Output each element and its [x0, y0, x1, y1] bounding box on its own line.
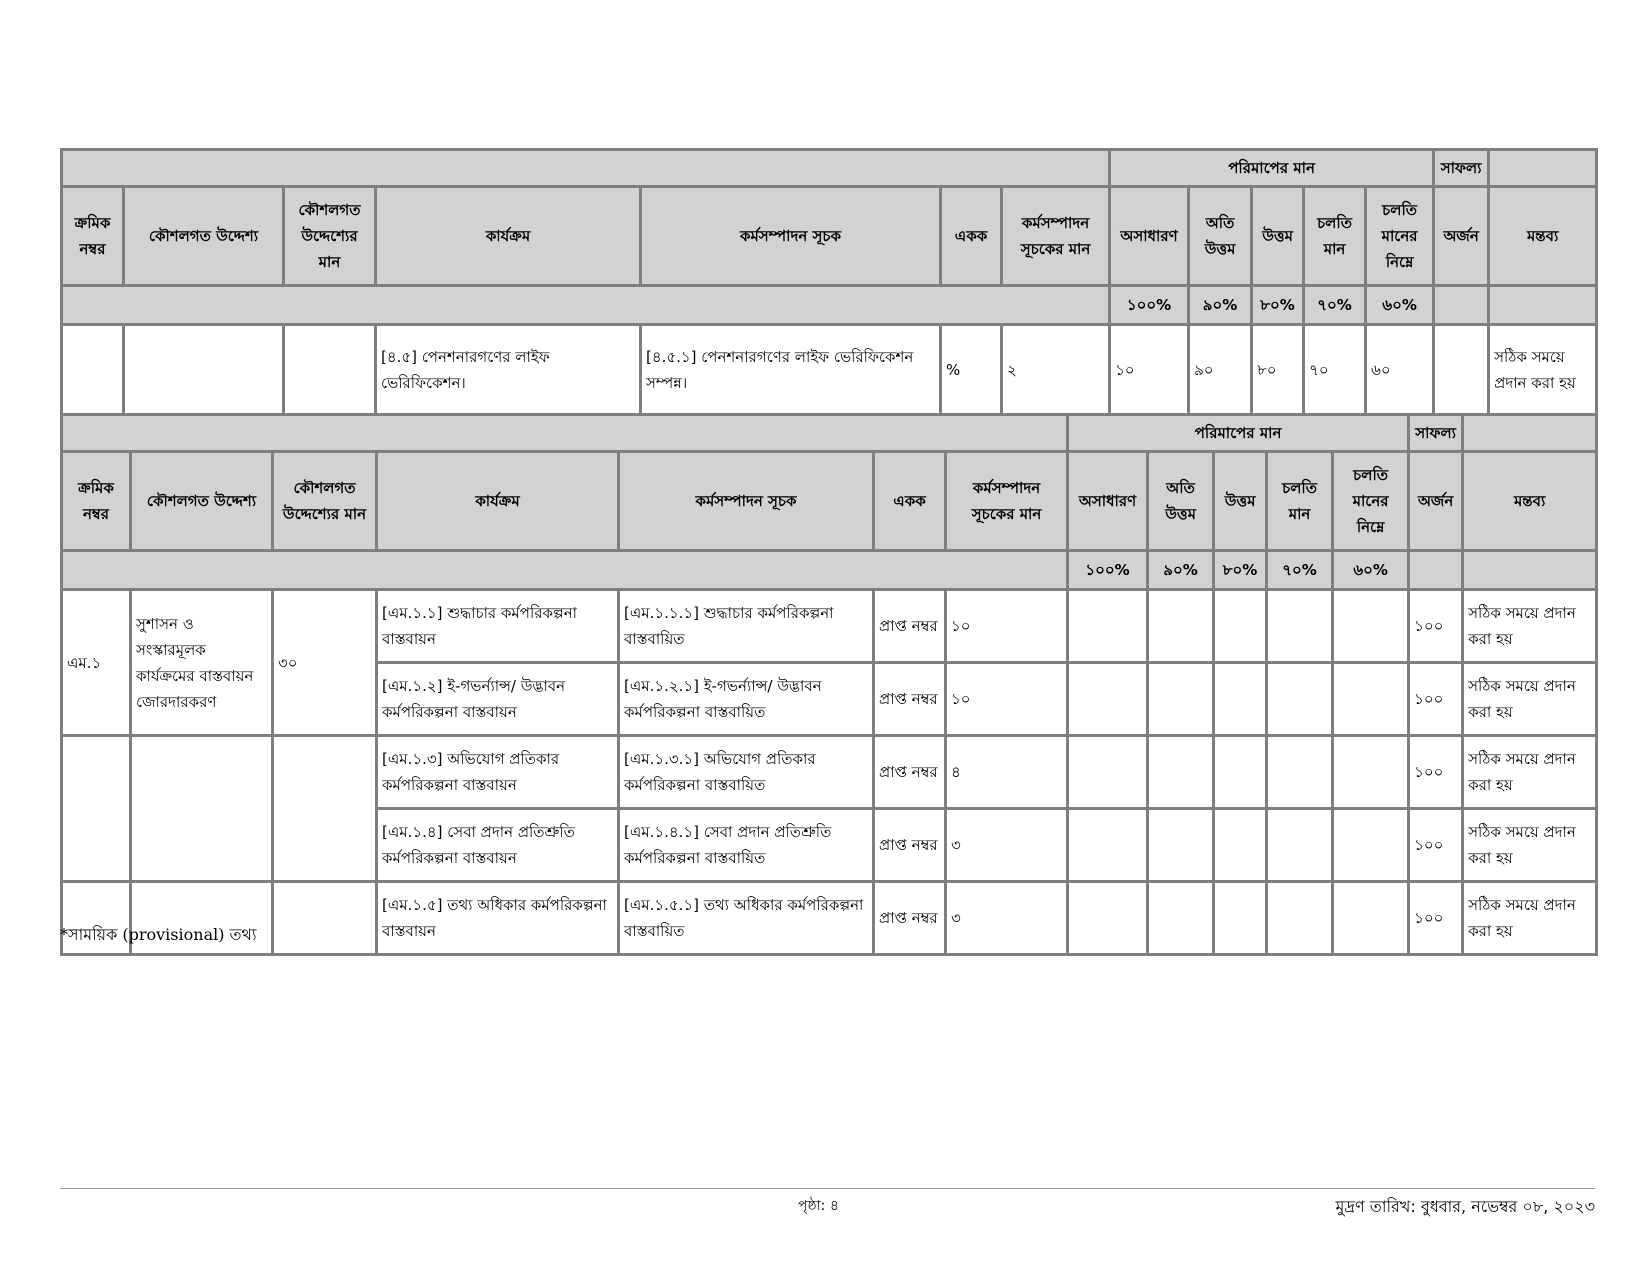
- col-objective-value: কৌশলগত উদ্দেশ্যের মান: [273, 452, 377, 551]
- footer-divider: [60, 1188, 1595, 1189]
- blank-header-band: [62, 150, 1110, 187]
- cell-remarks: সঠিক সময়ে প্রদান করা হয়: [1463, 882, 1597, 955]
- cell-indicator-value: ৪: [946, 736, 1068, 809]
- cell-serial: [62, 325, 124, 416]
- pct-100: ১০০%: [1068, 551, 1148, 590]
- cell-very-good: [1148, 736, 1214, 809]
- cell-indicator: [এম.১.৩.১] অভিযোগ প্রতিকার কর্মপরিকল্পনা বাস্তবায়িত: [619, 736, 874, 809]
- cell-very-good: [1148, 882, 1214, 955]
- cell-below-fair: [1333, 882, 1409, 955]
- col-good: উত্তম: [1252, 187, 1304, 286]
- pct-90: ৯০%: [1148, 551, 1214, 590]
- cell-extraordinary: [1068, 882, 1148, 955]
- cell-indicator: [৪.৫.১] পেনশনারগণের লাইফ ভেরিফিকেশন সম্পন্ন।: [641, 325, 941, 416]
- cell-activity: [এম.১.২] ই-গভর্ন্যান্স/ উদ্ভাবন কর্মপরিকল্পনা বাস্তবায়ন: [377, 663, 619, 736]
- pct-blank: [1489, 286, 1597, 325]
- cell-remarks: সঠিক সময়ে প্রদান করা হয়: [1489, 325, 1597, 416]
- cell-objective-value: ৩০: [273, 590, 377, 736]
- cell-good: [1214, 736, 1267, 809]
- cell-good: [1214, 809, 1267, 882]
- col-objective: কৌশলগত উদ্দেশ্য: [124, 187, 284, 286]
- cell-remarks: সঠিক সময়ে প্রদান করা হয়: [1463, 663, 1597, 736]
- cell-objective-value: [284, 325, 376, 416]
- percent-row: [62, 286, 1597, 325]
- cell-fair: [1267, 882, 1333, 955]
- col-activity: কার্যক্রম: [377, 452, 619, 551]
- cell-achievement: ১০০: [1409, 736, 1463, 809]
- col-achievement: অর্জন: [1434, 187, 1489, 286]
- percent-row: [62, 551, 1597, 590]
- column-header-row: [62, 452, 1597, 551]
- cell-good: [1214, 882, 1267, 955]
- cell-extraordinary: [1068, 663, 1148, 736]
- cell-indicator: [এম.১.২.১] ই-গভর্ন্যান্স/ উদ্ভাবন কর্মপরিকল্পনা বাস্তবায়িত: [619, 663, 874, 736]
- cell-very-good: [1148, 590, 1214, 663]
- cell-extraordinary: [1068, 736, 1148, 809]
- cell-unit: প্রাপ্ত নম্বর: [874, 882, 946, 955]
- cell-fair: [1267, 809, 1333, 882]
- cell-activity: [এম.১.৪] সেবা প্রদান প্রতিশ্রুতি কর্মপরিকল্পনা বাস্তবায়ন: [377, 809, 619, 882]
- cell-unit: প্রাপ্ত নম্বর: [874, 736, 946, 809]
- success-header: সাফল্য: [1409, 415, 1463, 452]
- cell-indicator-value: ৩: [946, 882, 1068, 955]
- table-row: [62, 590, 1597, 663]
- pct-blank: [1409, 551, 1463, 590]
- table-row: [62, 736, 1597, 809]
- cell-remarks: সঠিক সময়ে প্রদান করা হয়: [1463, 809, 1597, 882]
- blank-header-cell: [1489, 150, 1597, 187]
- col-unit: একক: [941, 187, 1002, 286]
- pct-70: ৭০%: [1267, 551, 1333, 590]
- col-objective-value: কৌশলগত উদ্দেশ্যের মান: [284, 187, 376, 286]
- pct-blank: [1434, 286, 1489, 325]
- cell-fair: [1267, 736, 1333, 809]
- col-serial: ক্রমিক নম্বর: [62, 187, 124, 286]
- cell-remarks: সঠিক সময়ে প্রদান করা হয়: [1463, 590, 1597, 663]
- cell-activity: [৪.৫] পেনশনারগণের লাইফ ভেরিফিকেশন।: [376, 325, 641, 416]
- col-achievement: অর্জন: [1409, 452, 1463, 551]
- col-very-good: অতি উত্তম: [1189, 187, 1252, 286]
- cell-very-good: ৯০: [1189, 325, 1252, 416]
- cell-below-fair: [1333, 590, 1409, 663]
- cell-extraordinary: [1068, 809, 1148, 882]
- col-below-fair: চলতি মানের নিম্নে: [1366, 187, 1434, 286]
- cell-very-good: [1148, 663, 1214, 736]
- col-extraordinary: অসাধারণ: [1068, 452, 1148, 551]
- cell-indicator-value: ১০: [946, 663, 1068, 736]
- cell-indicator-value: ১০: [946, 590, 1068, 663]
- group-header-row: [62, 415, 1597, 452]
- col-extraordinary: অসাধারণ: [1110, 187, 1189, 286]
- cell-achievement: [1434, 325, 1489, 416]
- measure-values-header: পরিমাপের মান: [1110, 150, 1434, 187]
- pct-blank: [1463, 551, 1597, 590]
- col-indicator: কর্মসম্পাদন সূচক: [619, 452, 874, 551]
- cell-indicator: [এম.১.৪.১] সেবা প্রদান প্রতিশ্রুতি কর্মপরিকল্পনা বাস্তবায়িত: [619, 809, 874, 882]
- cell-unit: প্রাপ্ত নম্বর: [874, 663, 946, 736]
- col-below-fair: চলতি মানের নিম্নে: [1333, 452, 1409, 551]
- cell-unit: প্রাপ্ত নম্বর: [874, 809, 946, 882]
- cell-objective-value: [273, 736, 377, 882]
- column-header-row: [62, 187, 1597, 286]
- success-header: সাফল্য: [1434, 150, 1489, 187]
- cell-fair: [1267, 663, 1333, 736]
- measure-values-header: পরিমাপের মান: [1068, 415, 1409, 452]
- percent-row-blank: [62, 286, 1110, 325]
- provisional-footnote: *সাময়িক (provisional) তথ্য: [60, 925, 257, 944]
- col-remarks: মন্তব্য: [1489, 187, 1597, 286]
- cell-unit: %: [941, 325, 1002, 416]
- col-indicator-value: কর্মসম্পাদন সূচকের মান: [1002, 187, 1110, 286]
- cell-objective-value: [273, 882, 377, 955]
- pct-90: ৯০%: [1189, 286, 1252, 325]
- col-serial: ক্রমিক নম্বর: [62, 452, 131, 551]
- cell-below-fair: [1333, 663, 1409, 736]
- apa-table-1: [60, 148, 1598, 417]
- cell-indicator-value: ২: [1002, 325, 1110, 416]
- cell-very-good: [1148, 809, 1214, 882]
- cell-indicator-value: ৩: [946, 809, 1068, 882]
- cell-extraordinary: ১০: [1110, 325, 1189, 416]
- cell-fair: ৭০: [1304, 325, 1366, 416]
- blank-header-cell: [1463, 415, 1597, 452]
- cell-good: [1214, 590, 1267, 663]
- percent-row-blank: [62, 551, 1068, 590]
- col-very-good: অতি উত্তম: [1148, 452, 1214, 551]
- col-remarks: মন্তব্য: [1463, 452, 1597, 551]
- cell-activity: [এম.১.১] শুদ্ধাচার কর্মপরিকল্পনা বাস্তবায়ন: [377, 590, 619, 663]
- page-number: পৃষ্ঠা: ৪: [798, 1198, 839, 1214]
- cell-below-fair: ৬০: [1366, 325, 1434, 416]
- cell-indicator: [এম.১.১.১] শুদ্ধাচার কর্মপরিকল্পনা বাস্তবায়িত: [619, 590, 874, 663]
- cell-serial: এম.১: [62, 590, 131, 736]
- cell-objective: [131, 736, 273, 882]
- col-fair: চলতি মান: [1267, 452, 1333, 551]
- col-fair: চলতি মান: [1304, 187, 1366, 286]
- cell-achievement: ১০০: [1409, 663, 1463, 736]
- pct-80: ৮০%: [1214, 551, 1267, 590]
- pct-80: ৮০%: [1252, 286, 1304, 325]
- cell-fair: [1267, 590, 1333, 663]
- col-unit: একক: [874, 452, 946, 551]
- cell-activity: [এম.১.৫] তথ্য অধিকার কর্মপরিকল্পনা বাস্তবায়ন: [377, 882, 619, 955]
- cell-achievement: ১০০: [1409, 882, 1463, 955]
- table-row: [62, 325, 1597, 416]
- blank-header-band: [62, 415, 1068, 452]
- col-activity: কার্যক্রম: [376, 187, 641, 286]
- cell-good: ৮০: [1252, 325, 1304, 416]
- col-indicator-value: কর্মসম্পাদন সূচকের মান: [946, 452, 1068, 551]
- group-header-row: [62, 150, 1597, 187]
- cell-extraordinary: [1068, 590, 1148, 663]
- cell-below-fair: [1333, 809, 1409, 882]
- pct-60: ৬০%: [1333, 551, 1409, 590]
- cell-indicator: [এম.১.৫.১] তথ্য অধিকার কর্মপরিকল্পনা বাস্তবায়িত: [619, 882, 874, 955]
- col-objective: কৌশলগত উদ্দেশ্য: [131, 452, 273, 551]
- cell-serial: [62, 736, 131, 882]
- col-good: উত্তম: [1214, 452, 1267, 551]
- cell-achievement: ১০০: [1409, 590, 1463, 663]
- cell-achievement: ১০০: [1409, 809, 1463, 882]
- apa-table-2: [60, 413, 1598, 956]
- col-indicator: কর্মসম্পাদন সূচক: [641, 187, 941, 286]
- cell-good: [1214, 663, 1267, 736]
- pct-100: ১০০%: [1110, 286, 1189, 325]
- cell-objective: [124, 325, 284, 416]
- print-date: মুদ্রণ তারিখ: বুধবার, নভেম্বর ০৮, ২০২৩: [1335, 1197, 1595, 1216]
- cell-unit: প্রাপ্ত নম্বর: [874, 590, 946, 663]
- cell-activity: [এম.১.৩] অভিযোগ প্রতিকার কর্মপরিকল্পনা বাস্তবায়ন: [377, 736, 619, 809]
- pct-70: ৭০%: [1304, 286, 1366, 325]
- cell-below-fair: [1333, 736, 1409, 809]
- cell-objective: সুশাসন ও সংস্কারমূলক কার্যক্রমের বাস্তবায়ন জোরদারকরণ: [131, 590, 273, 736]
- pct-60: ৬০%: [1366, 286, 1434, 325]
- cell-remarks: সঠিক সময়ে প্রদান করা হয়: [1463, 736, 1597, 809]
- table-row: [62, 882, 1597, 955]
